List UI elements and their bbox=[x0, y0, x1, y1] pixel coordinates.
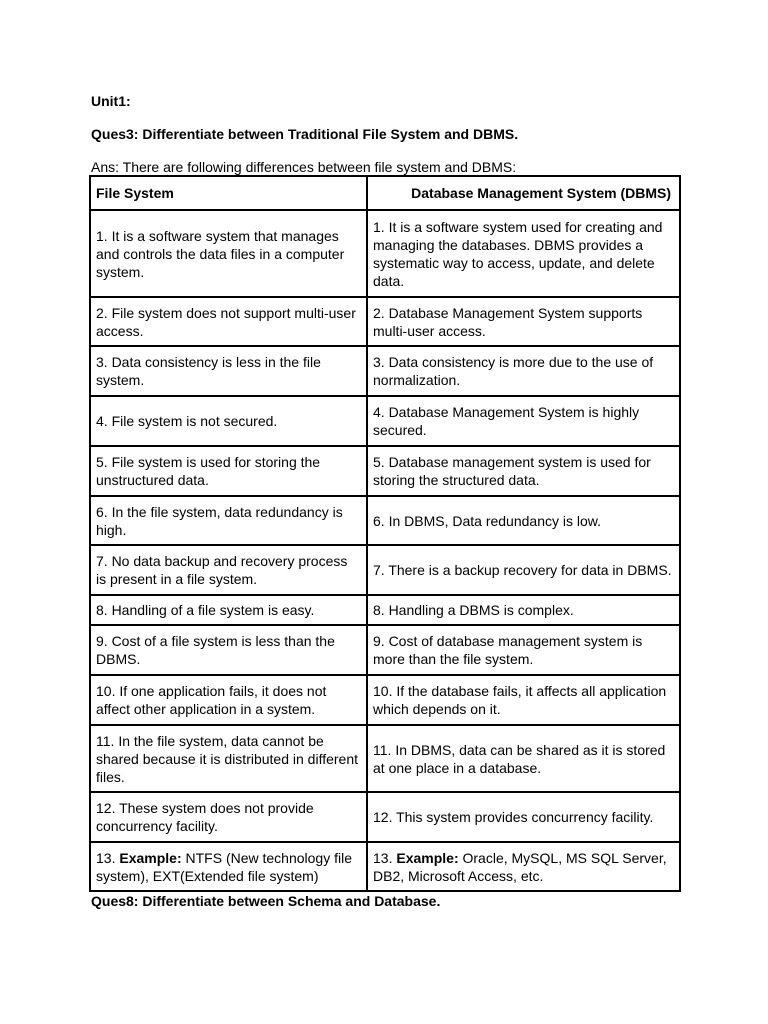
table-row bbox=[90, 545, 680, 595]
table-row-example bbox=[90, 842, 680, 891]
example-label: Example: bbox=[119, 849, 182, 866]
dbms-cell: 2. Database Management System supports multi-user access. bbox=[367, 297, 680, 346]
file-system-cell: 5. File system is used for storing the unstructured data. bbox=[90, 446, 367, 496]
table-row bbox=[90, 446, 680, 496]
file-system-cell: 4. File system is not secured. bbox=[90, 396, 367, 446]
dbms-cell: 7. There is a backup recovery for data in DBMS. bbox=[367, 545, 680, 595]
dbms-cell: 6. In DBMS, Data redundancy is low. bbox=[367, 496, 680, 545]
table-row bbox=[90, 595, 680, 625]
dbms-cell: 9. Cost of database management system is more than the file system. bbox=[367, 625, 680, 675]
file-system-cell: 11. In the file system, data cannot be shared because it is distributed in different files. bbox=[90, 725, 367, 792]
answer-intro: Ans: There are following differences between file system and DBMS: bbox=[91, 159, 517, 175]
dbms-cell: 3. Data consistency is more due to the use of normalization. bbox=[367, 346, 680, 396]
file-system-cell: 2. File system does not support multi-user access. bbox=[90, 297, 367, 346]
table-row bbox=[90, 496, 680, 545]
file-system-cell: 8. Handling of a file system is easy. bbox=[90, 595, 367, 625]
file-system-cell: 9. Cost of a file system is less than the DBMS. bbox=[90, 625, 367, 675]
dbms-cell: 1. It is a software system used for creating and managing the databases. DBMS provides a systematic way to access, update, and delete data. bbox=[367, 210, 680, 297]
dbms-cell: 8. Handling a DBMS is complex. bbox=[367, 595, 680, 625]
dbms-cell: 5. Database management system is used for storing the structured data. bbox=[367, 446, 680, 496]
table-row bbox=[90, 297, 680, 346]
table-row bbox=[90, 725, 680, 792]
file-system-cell: 10. If one application fails, it does not affect other application in a system. bbox=[90, 675, 367, 725]
unit-heading: Unit1: bbox=[91, 93, 131, 109]
example-text: Oracle, MySQL, MS SQL Server, DB2, Microsoft Access, etc. bbox=[373, 849, 667, 884]
file-system-cell: 12. These system does not provide concurrency facility. bbox=[90, 792, 367, 842]
header-file-system: File System bbox=[90, 176, 367, 210]
file-system-example-cell bbox=[90, 842, 367, 891]
table-row bbox=[90, 396, 680, 446]
question-3-heading: Ques3: Differentiate between Traditional File System and DBMS. bbox=[91, 126, 519, 142]
dbms-cell: 10. If the database fails, it affects all application which depends on it. bbox=[367, 675, 680, 725]
file-system-cell: 3. Data consistency is less in the file system. bbox=[90, 346, 367, 396]
file-system-cell: 6. In the file system, data redundancy is high. bbox=[90, 496, 367, 545]
file-system-cell: 1. It is a software system that manages and controls the data files in a computer system. bbox=[90, 210, 367, 297]
comparison-table bbox=[89, 175, 681, 892]
table-row bbox=[90, 625, 680, 675]
table-row bbox=[90, 675, 680, 725]
file-system-cell: 7. No data backup and recovery process is present in a file system. bbox=[90, 545, 367, 595]
dbms-example-cell bbox=[367, 842, 680, 891]
dbms-cell: 11. In DBMS, data can be shared as it is stored at one place in a database. bbox=[367, 725, 680, 792]
example-number: 13. bbox=[96, 849, 120, 866]
table-header-row bbox=[90, 176, 680, 210]
header-dbms: Database Management System (DBMS) bbox=[367, 176, 680, 210]
table-row bbox=[90, 210, 680, 297]
table-row bbox=[90, 346, 680, 396]
example-number: 13. bbox=[373, 849, 397, 866]
dbms-cell: 4. Database Management System is highly secured. bbox=[367, 396, 680, 446]
example-text: NTFS (New technology file system), EXT(Extended file system) bbox=[96, 849, 353, 884]
example-label: Example: bbox=[396, 849, 459, 866]
table-row bbox=[90, 792, 680, 842]
dbms-cell: 12. This system provides concurrency facility. bbox=[367, 792, 680, 842]
question-8-heading: Ques8: Differentiate between Schema and Database. bbox=[91, 893, 441, 909]
